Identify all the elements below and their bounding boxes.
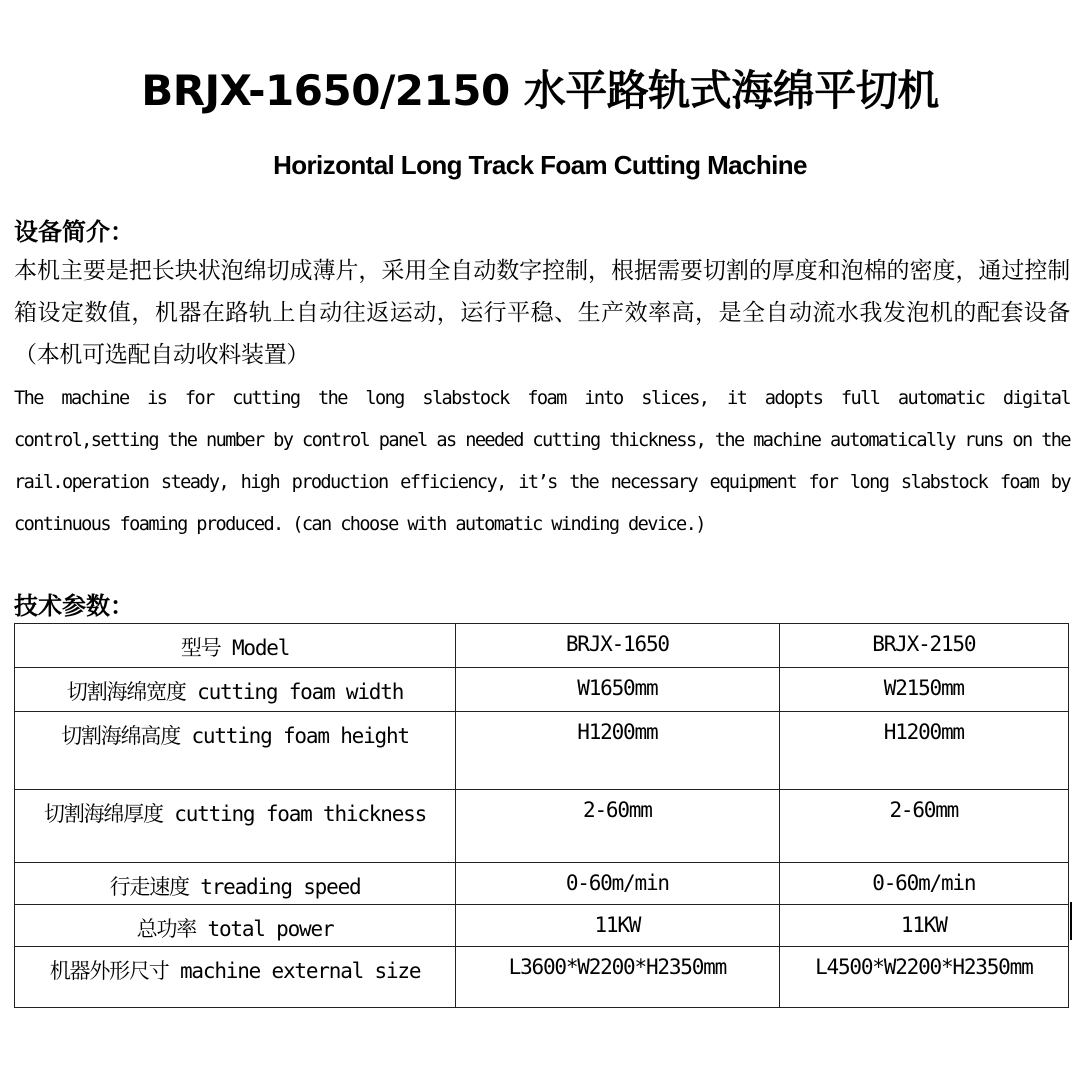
table-row — [15, 947, 1069, 1008]
table-cell-value: 0-60m/min — [779, 863, 1068, 905]
description-english: The machine is for cutting the long slabstock foam into slices, it adopts full automatic digital control,setting the number by control panel as needed cutting thickness, the machine automatically runs on the rail.operation steady, high production efficiency, it’s the necessary equipment for long slabstock foam by continuous foaming produced. (can choose with automatic winding device.) — [14, 388, 1070, 535]
document-title: BRJX-1650/2150 水平路轨式海绵平切机 — [141, 66, 939, 115]
table-row — [15, 790, 1069, 863]
table-cell-value: 11KW — [779, 905, 1068, 947]
specs-table — [14, 623, 1069, 1008]
table-row — [15, 668, 1069, 712]
table-cell-value: BRJX-2150 — [779, 624, 1068, 668]
document-subtitle: Horizontal Long Track Foam Cutting Machine — [273, 150, 807, 180]
table-cell-label: 行走速度 treading speed — [15, 863, 456, 905]
table-cell-value: BRJX-1650 — [456, 624, 780, 668]
table-row — [15, 863, 1069, 905]
edge-mark — [1070, 902, 1072, 940]
table-cell-label: 切割海绵厚度 cutting foam thickness — [15, 790, 456, 863]
table-row — [15, 905, 1069, 947]
intro-heading: 设备简介： — [14, 218, 134, 246]
table-cell-value: W2150mm — [779, 668, 1068, 712]
table-cell-value: H1200mm — [456, 712, 780, 790]
description-chinese: 本机主要是把长块状泡绵切成薄片，采用全自动数字控制，根据需要切割的厚度和泡棉的密度，通过控制箱设定数值，机器在路轨上自动往返运动，运行平稳、生产效率高，是全自动流水我发泡机的配套设备（本机可选配自动收料装置） — [14, 258, 1070, 368]
table-cell-value: 2-60mm — [779, 790, 1068, 863]
table-cell-label: 切割海绵宽度 cutting foam width — [15, 668, 456, 712]
table-cell-value: 2-60mm — [456, 790, 780, 863]
table-row — [15, 624, 1069, 668]
table-cell-value: W1650mm — [456, 668, 780, 712]
table-row — [15, 712, 1069, 790]
table-cell-value: L3600*W2200*H2350mm — [456, 947, 780, 1008]
table-cell-label: 总功率 total power — [15, 905, 456, 947]
table-cell-label: 型号 Model — [15, 624, 456, 668]
table-cell-label: 机器外形尺寸 machine external size — [15, 947, 456, 1008]
table-cell-value: L4500*W2200*H2350mm — [779, 947, 1068, 1008]
table-cell-value: H1200mm — [779, 712, 1068, 790]
table-cell-value: 11KW — [456, 905, 780, 947]
params-heading: 技术参数： — [14, 592, 134, 620]
table-cell-value: 0-60m/min — [456, 863, 780, 905]
table-cell-label: 切割海绵高度 cutting foam height — [15, 712, 456, 790]
